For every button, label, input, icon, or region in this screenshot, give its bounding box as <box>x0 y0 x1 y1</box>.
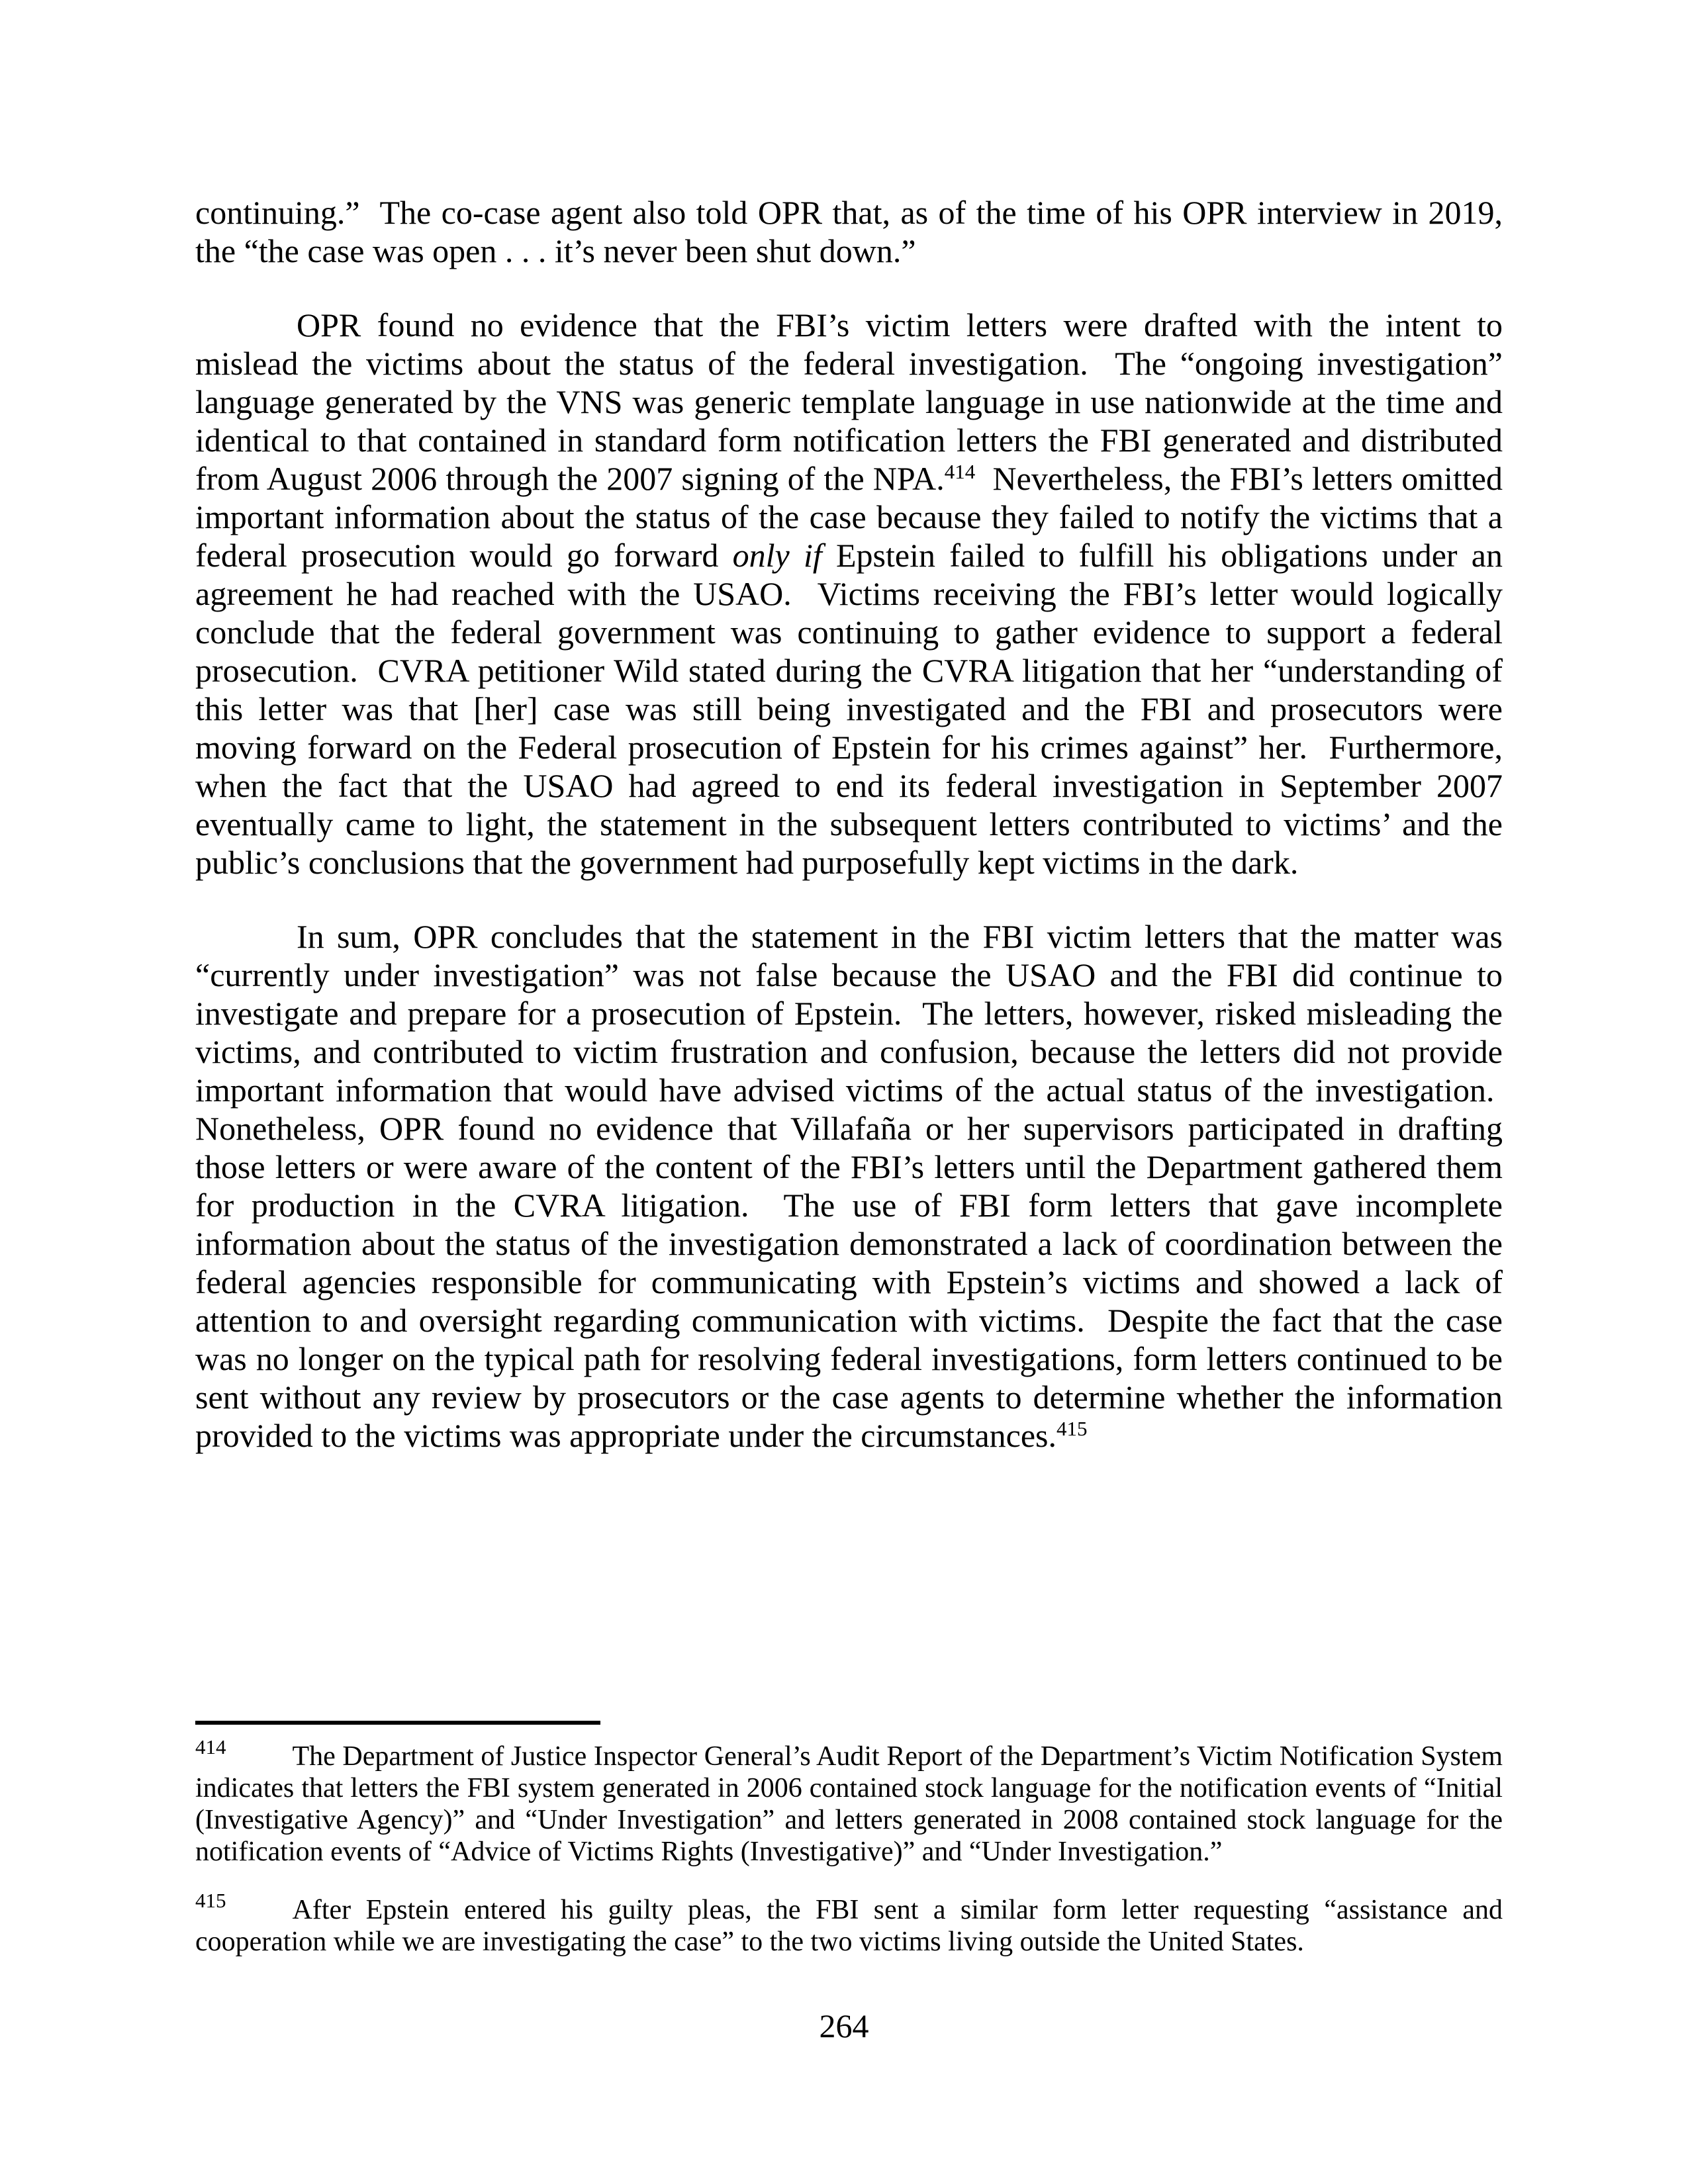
footnote-415-marker: 415 <box>195 1888 226 1912</box>
footnote-separator <box>195 1721 600 1725</box>
body-paragraph-opr-findings: OPR found no evidence that the FBI’s victim letters were drafted with the intent to mislead the victims about the status of the federal investigation. The “ongoing investigation” language generated by the VNS was generic template language in use nationwide at the time and identical to that contained in standard form notification letters the FBI generated and distributed from August 2006 through the 2007 signing of the NPA.$^{414}$ Nevertheless, the FBI’s letters omitted important information about the status of the case because they failed to notify the victims that a federal prosecution would go forward only if Epstein failed to fulfill his obligations under an agreement he had reached with the USAO. Victims receiving the FBI’s letter would logically conclude that the federal government was continuing to gather evidence to support a federal prosecution. CVRA petitioner Wild stated during the CVRA litigation that her “understanding of this letter was that [her] case was still being investigated and the FBI and prosecutors were moving forward on the Federal prosecution of Epstein for his crimes against” her. Furthermore, when the fact that the USAO had agreed to end its federal investigation in September 2007 eventually came to light, the statement in the subsequent letters contributed to victims’ and the public’s conclusions that the government had purposefully kept victims in the dark. <box>195 306 1503 881</box>
footnote-415-text: After Epstein entered his guilty pleas, the FBI sent a similar form letter requesting “assistance and cooperation while we are investigating the case” to the two victims living outside the United States. <box>195 1895 1503 1957</box>
footnote-415 <box>195 1888 1503 1958</box>
footnotes-section <box>195 1721 1503 1984</box>
page-number: 264 <box>819 2007 869 2044</box>
footnote-414 <box>195 1735 1503 1868</box>
page-body <box>195 193 1503 1490</box>
footnote-414-text: The Department of Justice Inspector General’s Audit Report of the Department’s Victim Notification System indicates that letters the FBI system generated in 2006 contained stock language for the notification events of “Initial (Investigative Agency)” and “Under Investigation” and letters generated in 2008 contained stock language for the notification events of “Advice of Victims Rights (Investigative)” and “Under Investigation.” <box>195 1741 1503 1867</box>
body-paragraph-continuation: continuing.” The co-case agent also told OPR that, as of the time of his OPR interview in 2019, the “the case was open . . . it’s never been shut down.” <box>195 194 1503 269</box>
footnote-414-marker: 414 <box>195 1735 226 1758</box>
body-paragraph-conclusion: In sum, OPR concludes that the statement in the FBI victim letters that the matter was “currently under investigation” was not false because the USAO and the FBI did continue to investigate and prepare for a prosecution of Epstein. The letters, however, risked misleading the victims, and contributed to victim frustration and confusion, because the letters did not provide important information that would have advised victims of the actual status of the investigation. Nonetheless, OPR found no evidence that Villafaña or her supervisors participated in drafting those letters or were aware of the content of the FBI’s letters until the Department gathered them for production in the CVRA litigation. The use of FBI form letters that gave incomplete information about the status of the investigation demonstrated a lack of coordination between the federal agencies responsible for communicating with Epstein’s victims and showed a lack of attention to and oversight regarding communication with victims. Despite the fact that the case was no longer on the typical path for resolving federal investigations, form letters continued to be sent without any review by prosecutors or the case agents to determine whether the information provided to the victims was appropriate under the circumstances.$^{415}$ <box>195 918 1503 1454</box>
